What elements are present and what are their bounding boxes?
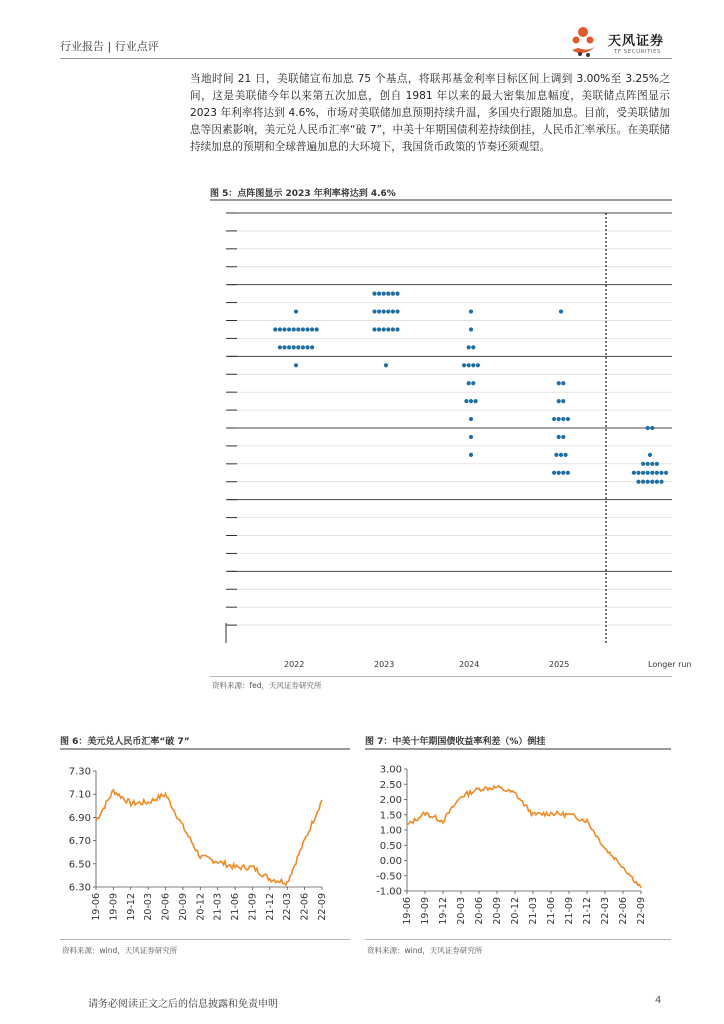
dot-plot-chart [210, 203, 692, 673]
dot-point [292, 345, 296, 349]
breadcrumb: 行业报告 | 行业点评 [60, 40, 159, 53]
dot-point [469, 399, 473, 403]
dot-point [554, 453, 558, 457]
x-tick-label: 19-09 [108, 893, 120, 921]
dot-point [287, 327, 291, 331]
y-tick-label: 1.00 [379, 825, 402, 837]
dot-point [315, 327, 319, 331]
dot-point [467, 363, 471, 367]
figure6-top-rule [60, 748, 350, 750]
y-tick-label: 2.00 [379, 795, 402, 806]
fx-rate-chart [60, 755, 350, 935]
dot-point [292, 327, 296, 331]
dot-point [474, 399, 478, 403]
dot-point [467, 381, 471, 385]
x-tick-label: 20-12 [510, 897, 521, 925]
dot-point [310, 327, 314, 331]
dot-point [469, 453, 473, 457]
y-tick-label: 6.30 [68, 882, 91, 894]
figure7-bottom-rule [365, 939, 671, 940]
dot-point [384, 363, 388, 367]
y-tick-label: 7.10 [68, 789, 91, 801]
x-tick-label: 22-03 [282, 893, 294, 921]
dot-point [382, 309, 386, 313]
x-tick-label: 22-09 [317, 893, 328, 921]
x-tick-label: 22-03 [600, 897, 611, 925]
dot-point [559, 309, 563, 313]
dot-point [655, 480, 659, 484]
dot-point [469, 309, 473, 313]
dot-point [305, 345, 309, 349]
x-tick-label: 20-09 [492, 897, 503, 925]
dot-point [557, 399, 561, 403]
dot-point [659, 480, 663, 484]
dot-point [294, 309, 298, 313]
figure5-source: 资料来源：fed，天风证券研究所 [212, 681, 322, 690]
dot-point [471, 345, 475, 349]
logo-subtext: TF SECURITIES [614, 49, 661, 55]
y-tick-label: 6.50 [68, 859, 91, 871]
x-tick-label: 20-03 [143, 893, 155, 921]
x-tick-label: 21-03 [212, 893, 224, 921]
dot-point [278, 327, 282, 331]
dot-point [377, 309, 381, 313]
x-tick-label: Longer run [648, 660, 692, 669]
dot-point [391, 292, 395, 296]
dot-point [557, 381, 561, 385]
dot-point [278, 345, 282, 349]
dot-point [301, 345, 305, 349]
dot-point [310, 345, 314, 349]
x-tick-label: 20-12 [195, 893, 207, 921]
x-tick-label: 2025 [549, 660, 570, 669]
dot-point [386, 292, 390, 296]
series-line [407, 786, 641, 888]
dot-point [648, 453, 652, 457]
dot-point [476, 363, 480, 367]
dot-point [391, 327, 395, 331]
dot-point [655, 462, 659, 466]
dot-point [469, 417, 473, 421]
dot-point [557, 471, 561, 475]
dot-point [646, 462, 650, 466]
dot-point [641, 471, 645, 475]
dot-point [632, 471, 636, 475]
x-tick-label: 19-09 [420, 897, 431, 925]
dot-point [386, 309, 390, 313]
dot-point [462, 363, 466, 367]
dot-point [561, 381, 565, 385]
x-tick-label: 21-12 [582, 897, 593, 925]
logo-text: 天风证券 [608, 34, 665, 49]
figure6-bottom-rule [60, 939, 350, 940]
x-tick-label: 2024 [459, 660, 480, 669]
dot-point [301, 327, 305, 331]
x-tick-label: 21-09 [247, 893, 259, 921]
dot-point [559, 453, 563, 457]
dot-point [641, 480, 645, 484]
dot-point [391, 309, 395, 313]
x-tick-label: 21-03 [528, 897, 539, 925]
dot-point [372, 292, 376, 296]
series-line [96, 790, 322, 885]
dot-point [467, 345, 471, 349]
x-tick-label: 20-09 [177, 893, 189, 921]
dot-point [386, 327, 390, 331]
dot-point [372, 327, 376, 331]
dot-point [552, 417, 556, 421]
x-tick-label: 20-06 [474, 897, 485, 925]
dot-point [469, 327, 473, 331]
dot-point [382, 327, 386, 331]
dot-point [377, 292, 381, 296]
y-tick-label: 6.70 [68, 836, 91, 848]
x-tick-label: 19-12 [125, 893, 137, 921]
dot-point [659, 471, 663, 475]
dot-point [646, 480, 650, 484]
x-tick-label: 19-06 [402, 897, 413, 925]
dot-point [296, 345, 300, 349]
dot-point [636, 480, 640, 484]
y-tick-label: 1.50 [379, 810, 402, 822]
figure5-title: 图 5：点阵图显示 2023 年利率将达到 4.6% [210, 189, 396, 199]
figure6-title: 图 6：美元兑人民币汇率“破 7” [60, 737, 190, 747]
dot-point [557, 417, 561, 421]
dot-point [636, 471, 640, 475]
dot-point [282, 345, 286, 349]
dot-point [273, 327, 277, 331]
x-tick-label: 22-06 [299, 893, 311, 921]
y-tick-label: 2.50 [379, 779, 402, 791]
dot-point [282, 327, 286, 331]
x-tick-label: 22-06 [618, 897, 629, 925]
x-tick-label: 21-09 [564, 897, 575, 925]
x-tick-label: 20-06 [160, 893, 172, 921]
y-tick-label: 6.90 [68, 812, 91, 824]
dot-point [664, 471, 668, 475]
dot-point [471, 381, 475, 385]
dot-point [382, 292, 386, 296]
dot-point [305, 327, 309, 331]
x-tick-label: 2022 [284, 660, 305, 669]
dot-point [650, 426, 654, 430]
dot-point [471, 363, 475, 367]
dot-point [469, 435, 473, 439]
dot-point [377, 327, 381, 331]
y-tick-label: 3.00 [379, 764, 402, 776]
dot-point [561, 435, 565, 439]
dot-point [464, 399, 468, 403]
dot-point [650, 462, 654, 466]
x-tick-label: 21-12 [264, 893, 276, 921]
y-tick-label: -1.00 [376, 886, 402, 898]
x-tick-label: 22-09 [636, 897, 647, 925]
x-tick-label: 2023 [374, 660, 395, 669]
x-tick-label: 19-12 [438, 897, 449, 925]
dot-point [561, 471, 565, 475]
x-tick-label: 19-06 [91, 893, 102, 921]
figure5-top-rule [210, 199, 672, 201]
dot-point [566, 417, 570, 421]
dot-point [395, 292, 399, 296]
page-number: 4 [655, 995, 662, 1006]
dot-point [372, 309, 376, 313]
yield-spread-chart [365, 755, 671, 935]
x-tick-label: 20-03 [456, 897, 467, 925]
dot-point [650, 480, 654, 484]
figure5-bottom-rule [210, 676, 672, 677]
dot-point [646, 471, 650, 475]
x-tick-label: 21-06 [546, 897, 557, 925]
figure6-source: 资料来源：wind，天风证券研究所 [62, 946, 178, 955]
dot-point [395, 309, 399, 313]
dot-point [655, 471, 659, 475]
dot-point [641, 462, 645, 466]
dot-point [296, 327, 300, 331]
dot-point [561, 399, 565, 403]
dot-point [557, 435, 561, 439]
dot-point [646, 426, 650, 430]
disclaimer-text: 请务必阅读正文之后的信息披露和免责申明 [88, 999, 278, 1010]
y-tick-label: 0.50 [379, 840, 402, 852]
dot-point [564, 453, 568, 457]
y-tick-label: 0.00 [379, 856, 402, 867]
dot-point [566, 471, 570, 475]
body-paragraph: 当地时间 21 日，美联储宣布加息 75 个基点，将联邦基金利率目标区间上调到 3.00%至 3.25%之间，这是美联储今年以来第五次加息，创自 1981 年以来的最大密集加息幅度，美联储点阵图显示 2023 年利率将达到 4.6%，市场对美联储加息预期持续升温，多国央行跟随加息。目前，受美联储加息等因素影响，美元兑人民币汇率“破 7”，中美十年期国债利差持续倒挂，人民币汇率承压。在美联储持续加息的预期和全球普遍加息的大环境下，我国货币政策的节奏还须观望。 [190, 73, 670, 153]
dot-point [294, 363, 298, 367]
figure7-top-rule [365, 748, 671, 750]
dot-point [561, 417, 565, 421]
figure7-source: 资料来源：wind，天风证券研究所 [367, 946, 483, 955]
dot-point [552, 471, 556, 475]
dot-point [287, 345, 291, 349]
y-tick-label: 7.30 [68, 766, 91, 778]
figure7-title: 图 7：中美十年期国债收益率利差（%）倒挂 [365, 737, 546, 747]
y-tick-label: -0.50 [376, 871, 402, 883]
dot-point [395, 327, 399, 331]
dot-point [650, 471, 654, 475]
x-tick-label: 21-06 [230, 893, 242, 921]
